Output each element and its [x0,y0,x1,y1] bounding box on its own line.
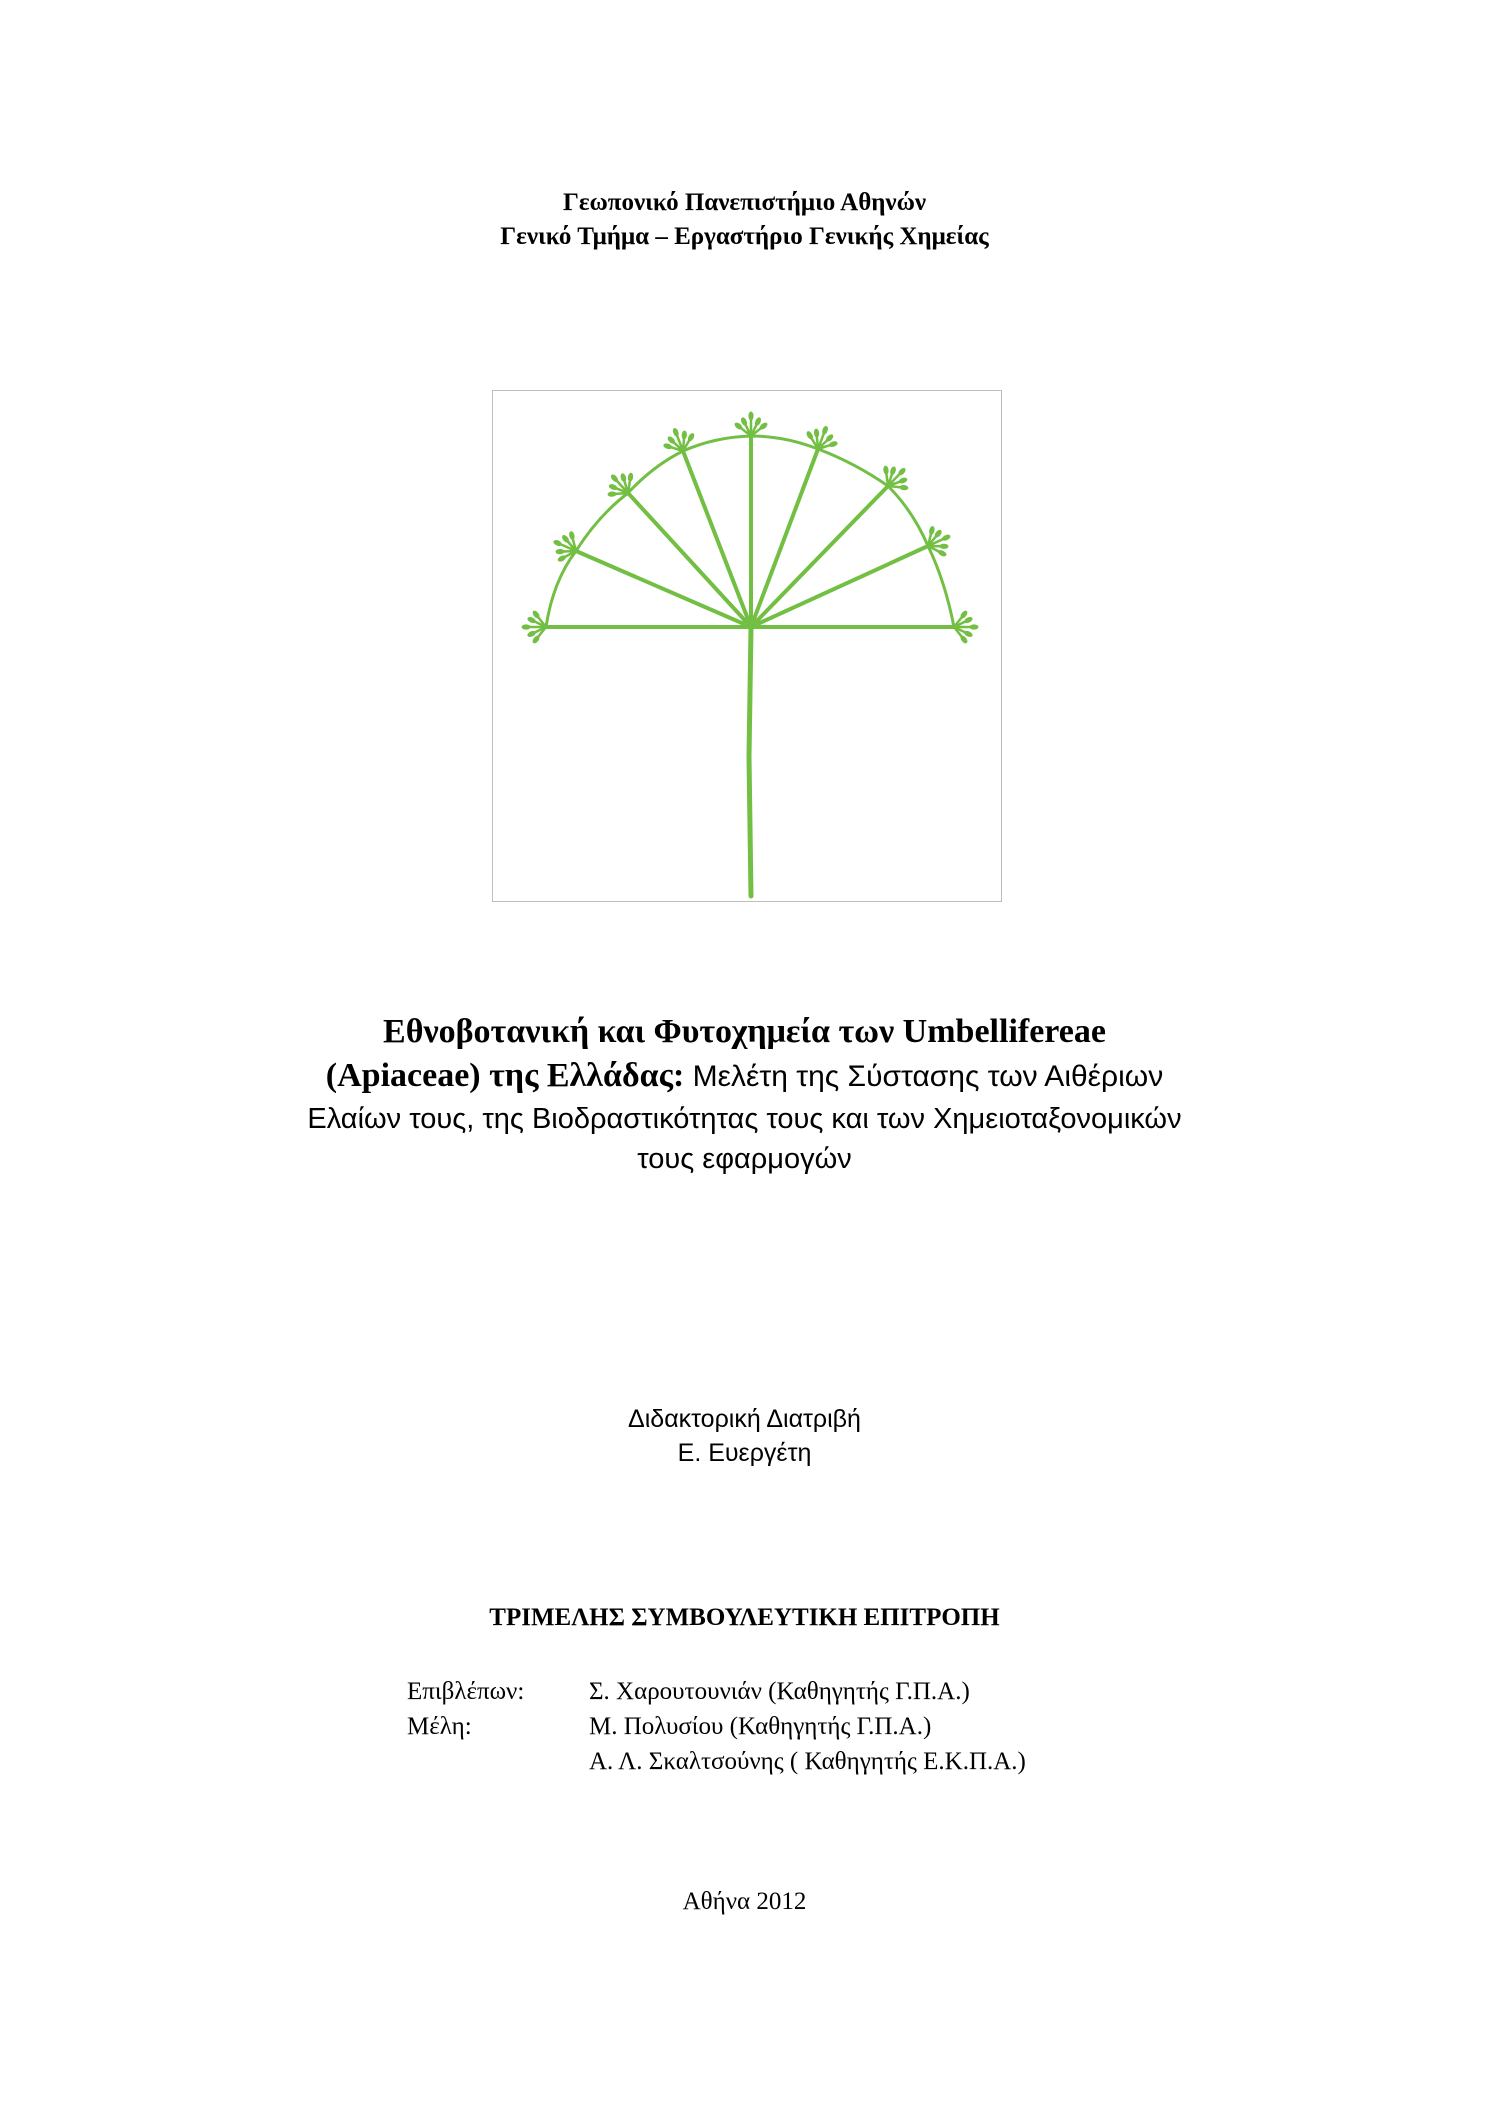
committee-role: Επιβλέπων: [407,1678,525,1705]
umbel-flower-icon [493,391,1003,903]
committee-row [407,1674,1026,1709]
committee-role [407,1744,589,1779]
committee-member: Μ. Πολυσίου (Καθηγητής Γ.Π.Α.) [589,1713,932,1740]
committee-heading: ΤΡΙΜΕΛΗΣ ΣΥΜΒΟΥΛΕΥΤΙΚΗ ΕΠΙΤΡΟΠΗ [489,1604,1000,1631]
committee-member: Σ. Χαρουτουνιάν (Καθηγητής Γ.Π.Α.) [589,1678,970,1705]
committee-list [407,1674,1026,1779]
title-line-2 [0,1054,1489,1099]
committee-row [407,1709,1026,1744]
title-line-3: Ελαίων τους, της Βιοδραστικότητας τους και των Χημειοταξονομικών [307,1103,1182,1135]
thesis-info [0,1402,1489,1470]
place-date: Αθήνα 2012 [682,1888,807,1915]
thesis-type: Διδακτορική Διατριβή [628,1405,861,1433]
committee-member: Α. Λ. Σκαλτσούνης ( Καθηγητής Ε.Κ.Π.Α.) [589,1748,1026,1775]
committee-row [407,1744,1026,1779]
thesis-title [0,1010,1489,1179]
logo-figure [492,390,1002,902]
committee-role: Μέλη: [407,1713,472,1740]
title-line-1: Εθνοβοτανική και Φυτοχημεία των Umbellifereae [383,1013,1106,1050]
title-rest-part: Μελέτη της Σύστασης των Αιθέριων [684,1060,1164,1093]
title-line-4: τους εφαρμογών [637,1143,852,1175]
department-name: Γενικό Τμήμα – Εργαστήριο Γενικής Χημείας [500,223,989,250]
title-bold-part: (Apiaceae) της Ελλάδας: [325,1057,685,1094]
institution-header [0,186,1489,254]
thesis-author: Ε. Ευεργέτη [677,1439,812,1467]
university-name: Γεωπονικό Πανεπιστήμιο Αθηνών [562,189,927,216]
